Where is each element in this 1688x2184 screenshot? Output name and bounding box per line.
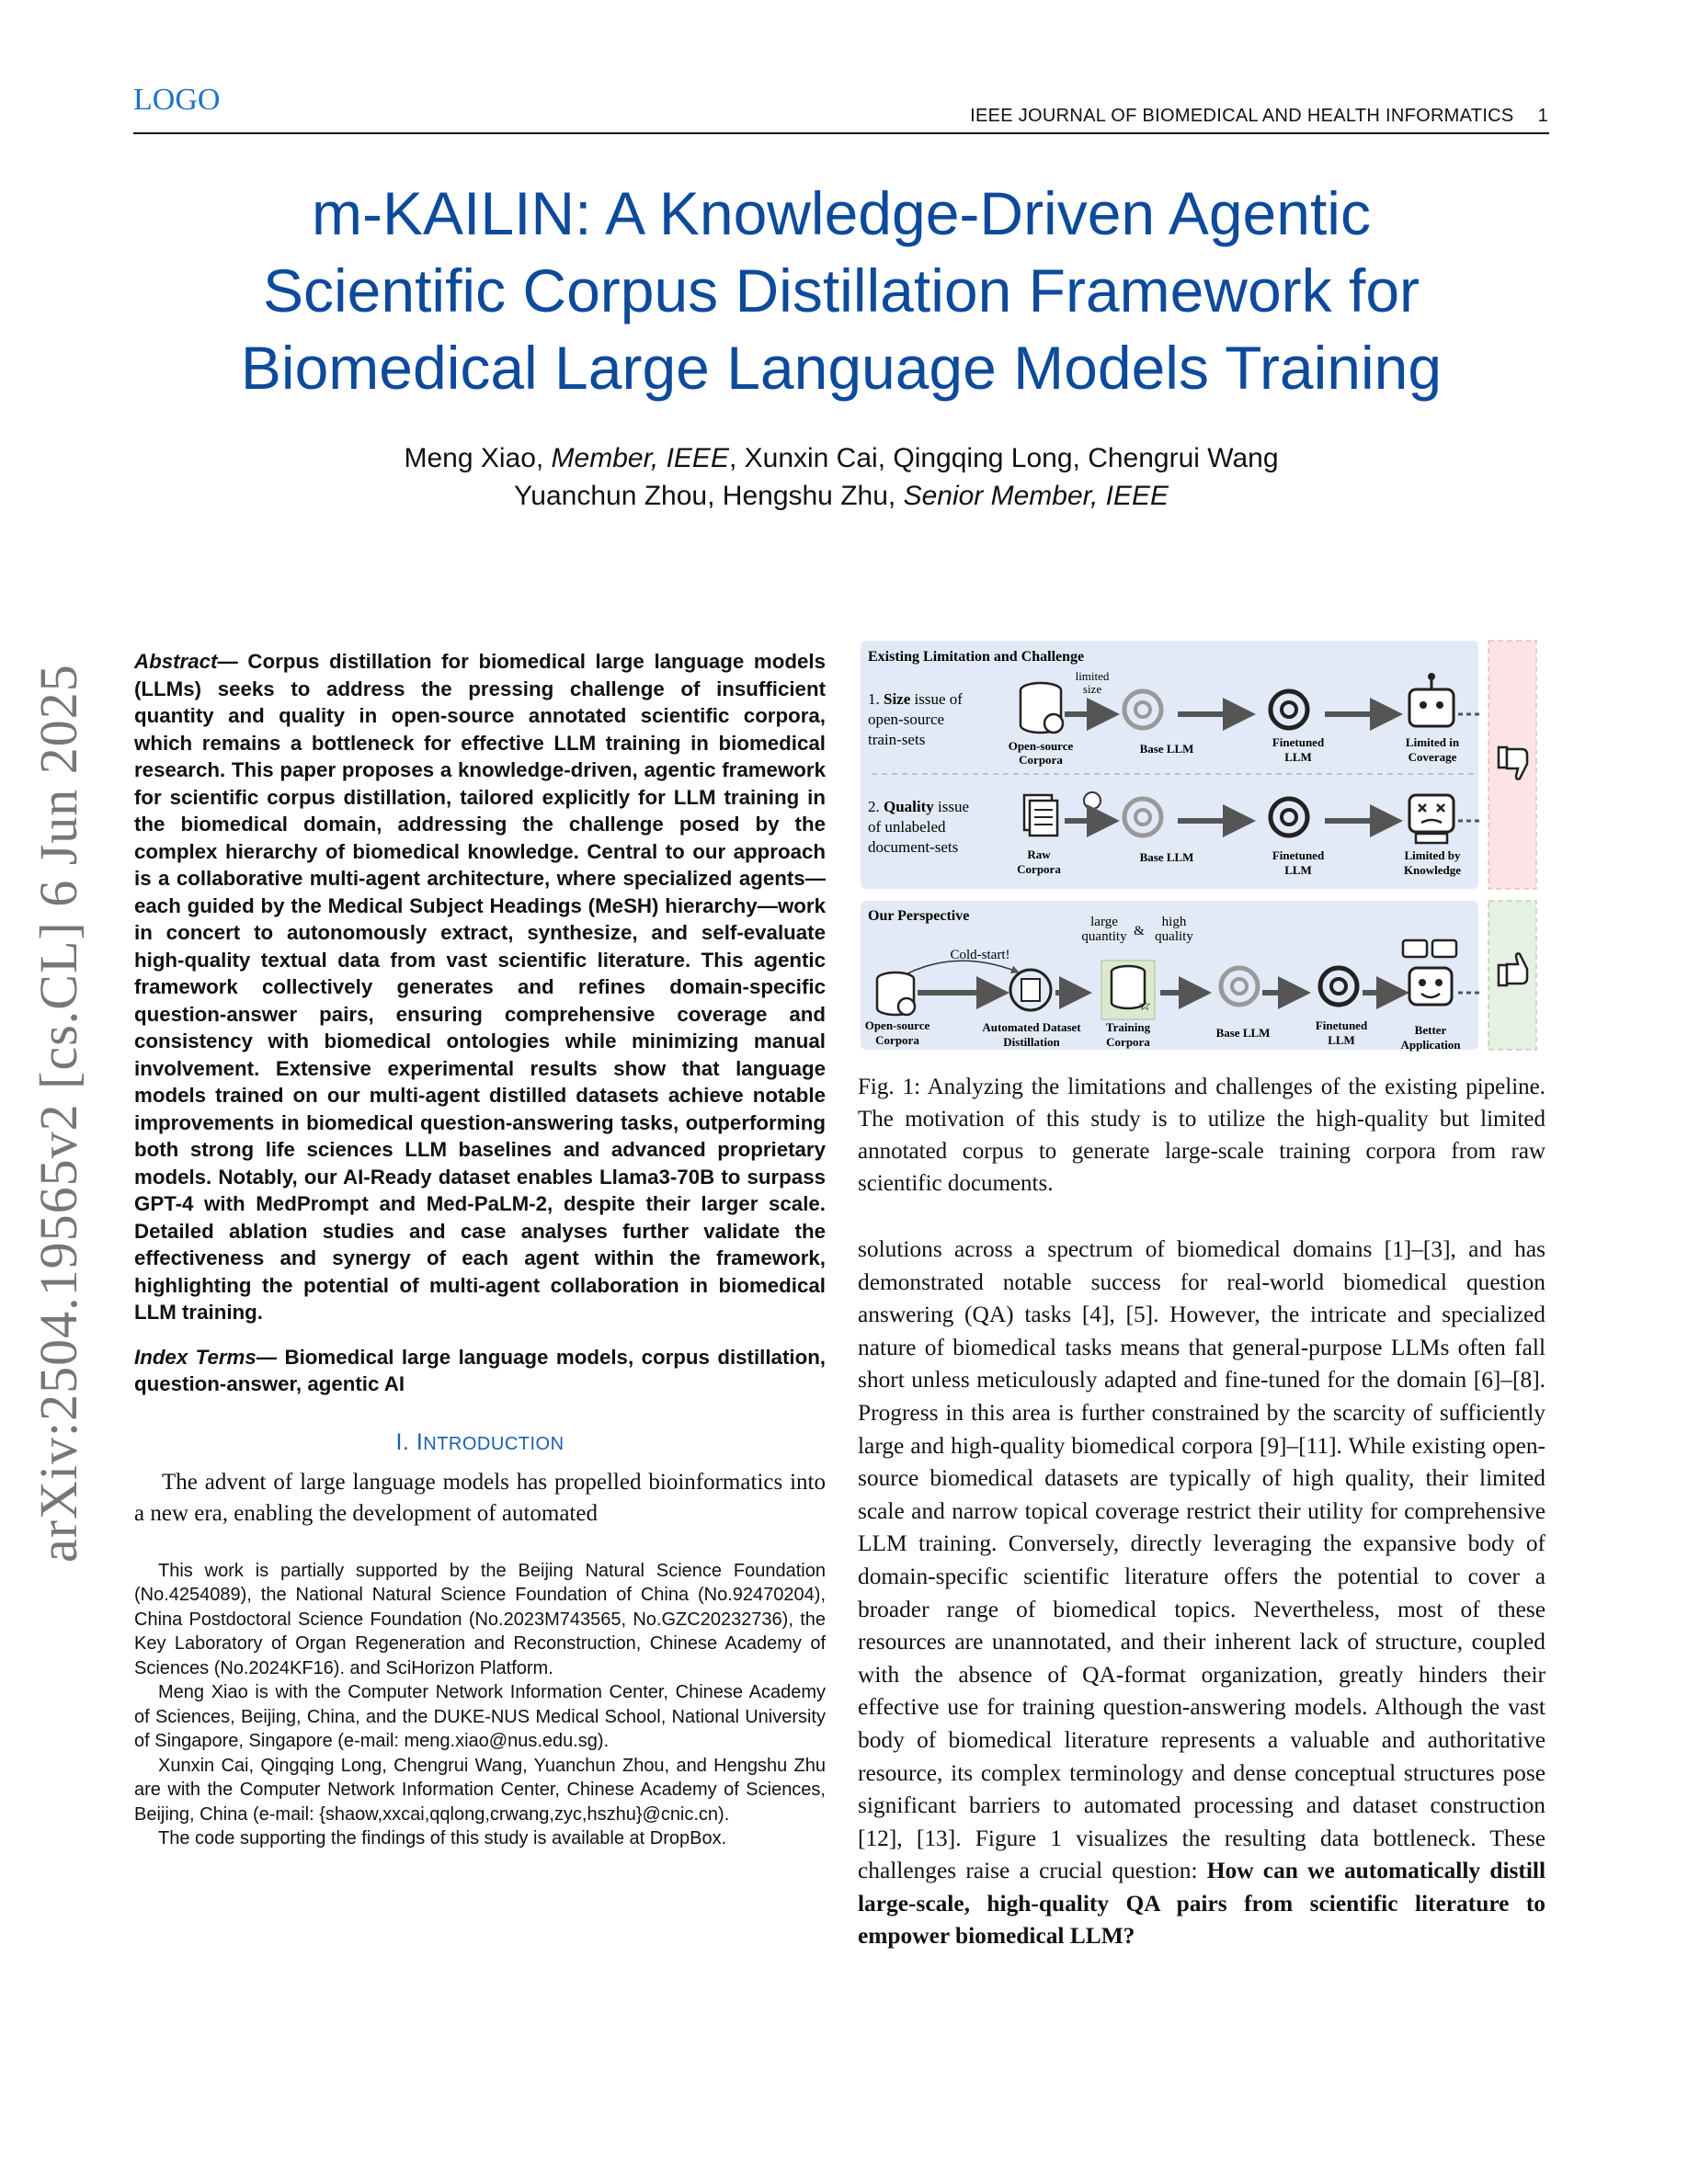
page-number: 1	[1537, 106, 1548, 126]
node-label: Open-source	[864, 1018, 930, 1032]
paragraph-text: solutions across a spectrum of biomedical domains [1]–[3], and has demonstrated notable success for real-world biomedical question answering (QA) tasks [4], [5]. However, the intricate and specialized nature of biomedical tasks means that general-purpose LLMs often fall short unless meticulously adapted and fine-tuned for the domain [6]–[8]. Progress in this area is further constrained by the scarcity of sufficiently large and high-quality biomedical corpora [9]–[11]. While existing open-source biomedical datasets are typically of high quality, their limited scale and narrow topical coverage restrict their utility for comprehensive LLM training. Conversely, directly leveraging the expansive body of domain-specific scientific literature offers the potential to cover a broader range of biomedical topics. Nevertheless, most of these resources are unannotated, and their inherent lack of structure, coupled with the absence of QA-format organization, greatly hinders their effective use for training question-answering models. Although the vast body of biomedical literature represents a valuable and authoritative resource, its complex terminology and dense conceptual structures pose significant barriers to automated processing and dataset construction [12], [13]. Figure 1 visualizes the resulting data bottleneck. These challenges raise a crucial question:	[858, 1236, 1545, 1884]
index-terms	[134, 1344, 826, 1398]
research-question: How can we automatically distill large-scale, high-quality QA pairs from scientific literature to empower biomedical LLM?	[858, 1858, 1545, 1950]
confused-robot-icon	[1409, 795, 1454, 843]
node-label: Finetuned	[1272, 848, 1325, 862]
node-label: Corpora	[1017, 862, 1061, 876]
caption-text: : Analyzing the limitations and challenges of the existing pipeline. The motivation of this study is to utilize the high-quality but limited annotated corpus to generate large-scale training corpora from raw scientific documents.	[858, 1075, 1545, 1196]
node-label: Limited by	[1404, 848, 1461, 862]
documents-icon	[1024, 795, 1057, 836]
row1-label-3: train-sets	[868, 731, 926, 748]
node-label: Knowledge	[1403, 863, 1462, 877]
footnote-affiliation-2: Xunxin Cai, Qingqing Long, Chengrui Wang, Yuanchun Zhou, and Hengshu Zhu are with the Computer Network Information Center, Chinese Academy of Sciences, Beijing, China (e-mail: {shaow,xxcai,qqlong,crwang,zyc,hszhu}@cnic.cn).	[134, 1755, 826, 1825]
row3-note: quantity	[1081, 929, 1127, 944]
row3-note: high	[1161, 915, 1187, 929]
section-number: I.	[395, 1428, 416, 1455]
node-label: Open-source	[1008, 739, 1074, 753]
author-text: , Xunxin Cai, Qingqing Long, Chengrui Wang	[728, 443, 1279, 473]
abstract-text: — Corpus distillation for biomedical large language models (LLMs) seeks to address the pressing challenge of insufficient quantity and quality in open-source annotated scientific corpora, which remains a bottleneck for effective LLM training in biomedical research. This paper proposes a knowledge-driven, agentic framework for scientific corpus distillation, tailored explicitly for LLM training in the biomedical domain, addressing the challenge posed by the complex hierarchy of biomedical knowledge. Central to our approach is a collaborative multi-agent architecture, where specialized agents—each guided by the Medical Subject Headings (MeSH) hierarchy—work in concert to autonomously extract, synthesize, and self-evaluate high-quality textual data from vast scientific literature. This agentic framework collectively generates and refines domain-specific question-answer pairs, ensuring comprehensive coverage and consistency with biomedical ontologies while minimizing manual involvement. Extensive experimental results show that language models trained on our multi-agent distilled datasets achieve notable improvements in biomedical question-answering tasks, outperforming both strong life sciences LLM baselines and advanced proprietary models. Notably, our AI-Ready dataset enables Llama3-70B to surpass GPT-4 with MedPrompt and Med-PaLM-2, despite their larger scale. Detailed ablation studies and case analyses further validate the effectiveness and synergy of each agent within the framework, highlighting the potential of multi-agent collaboration in biomedical LLM training.	[134, 650, 826, 1324]
node-label: Finetuned	[1272, 735, 1325, 749]
row3-note: quality	[1155, 929, 1193, 944]
intro-paragraph: The advent of large language models has propelled bioinformatics into a new era, enabling the development of automated	[134, 1469, 826, 1526]
cold-start-label: Cold-start!	[950, 948, 1010, 962]
node-label: Corpora	[875, 1033, 919, 1047]
title-line-3: Biomedical Large Language Models Training	[240, 334, 1443, 402]
row1-label: 1. Size issue of	[868, 690, 963, 708]
node-label: Limited in	[1405, 735, 1460, 749]
row1-note: limited	[1075, 669, 1110, 683]
node-label: Corpora	[1019, 753, 1063, 767]
node-label: Corpora	[1106, 1035, 1150, 1049]
journal-name: IEEE JOURNAL OF BIOMEDICAL AND HEALTH INFORMATICS	[970, 106, 1514, 126]
node-label: Raw	[1027, 847, 1051, 861]
index-terms-text: — Biomedical large language models, corpus distillation, question-answer, agentic AI	[134, 1345, 827, 1395]
star-glyph: ☆	[1138, 998, 1152, 1014]
node-label: Base LLM	[1139, 742, 1194, 756]
abstract	[134, 648, 826, 1326]
author-line-1	[133, 439, 1549, 477]
row3-note: &	[1134, 924, 1145, 938]
database-icon	[1021, 683, 1063, 733]
panel-title: Our Perspective	[868, 908, 970, 924]
section-heading-introduction	[134, 1429, 826, 1456]
node-label: LLM	[1328, 1033, 1355, 1047]
node-label: Better	[1414, 1023, 1447, 1037]
author-text: Meng Xiao,	[404, 443, 552, 473]
section-title-rest: NTRODUCTION	[423, 1433, 565, 1454]
header-rule	[133, 132, 1549, 134]
row2-label-2: of unlabeled	[868, 818, 946, 836]
node-label: LLM	[1284, 863, 1312, 877]
left-column	[134, 648, 826, 1851]
index-terms-label: Index Terms	[134, 1345, 257, 1369]
node-label: Training	[1105, 1020, 1151, 1034]
database-icon	[877, 973, 915, 1015]
row1-note-2: size	[1082, 682, 1102, 696]
footnote-affiliation-1: Meng Xiao is with the Computer Network Information Center, Chinese Academy of Sciences, Beijing, China, and the DUKE-NUS Medical School, National University of Singapore, Singapore (e-mail: meng.xiao@nus.edu.sg).	[134, 1682, 826, 1751]
footnote-code: The code supporting the findings of this study is available at DropBox.	[158, 1828, 727, 1848]
node-label: Application	[1400, 1038, 1461, 1052]
node-label: Coverage	[1408, 750, 1457, 764]
figure-1	[861, 639, 1538, 1052]
database-star-icon	[1112, 966, 1151, 1014]
author-text: Yuanchun Zhou, Hengshu Zhu,	[513, 481, 904, 511]
node-label: LLM	[1284, 750, 1312, 764]
section-title-initial: I	[416, 1428, 424, 1455]
node-label: Distillation	[1003, 1035, 1060, 1049]
author-membership: Member, IEEE	[551, 443, 729, 473]
panel-title: Existing Limitation and Challenge	[868, 649, 1085, 665]
journal-logo: LOGO	[133, 83, 221, 117]
figure-caption	[858, 1071, 1545, 1200]
title-line-2: Scientific Corpus Distillation Framework for	[262, 256, 1420, 324]
arxiv-stamp: arXiv:2504.19565v2 [cs.CL] 6 Jun 2025	[29, 664, 88, 1563]
row2-label-3: document-sets	[868, 838, 959, 856]
node-label: Finetuned	[1315, 1018, 1368, 1032]
title-line-1: m-KAILIN: A Knowledge-Driven Agentic	[312, 179, 1371, 247]
running-header	[970, 106, 1548, 127]
node-label: Base LLM	[1139, 850, 1194, 864]
bug-icon	[1084, 792, 1101, 809]
footnote-funding: This work is partially supported by the Beijing Natural Science Foundation (No.4254089), the National Natural Science Foundation of China (No.92470204), China Postdoctoral Science Foundation (No.2023M743565, No.GZC20232736), the Key Laboratory of Organ Regeneration and Reconstruction, Chinese Academy of Sciences (No.2024KF16). and SciHorizon Platform.	[134, 1560, 826, 1678]
row1-label-2: open-source	[868, 711, 945, 728]
author-list	[133, 439, 1549, 515]
node-label: Base LLM	[1215, 1026, 1271, 1040]
footnotes	[134, 1559, 826, 1851]
paper-title	[133, 175, 1549, 406]
right-column-paragraph	[858, 1234, 1545, 1953]
node-label: Automated Dataset	[982, 1020, 1081, 1034]
author-membership: Senior Member, IEEE	[903, 481, 1169, 511]
abstract-label: Abstract	[134, 650, 218, 673]
row2-label: 2. Quality issue	[868, 798, 970, 815]
figure-label: Fig. 1	[858, 1075, 915, 1099]
author-line-2	[133, 477, 1549, 515]
row3-note: large	[1090, 915, 1118, 929]
